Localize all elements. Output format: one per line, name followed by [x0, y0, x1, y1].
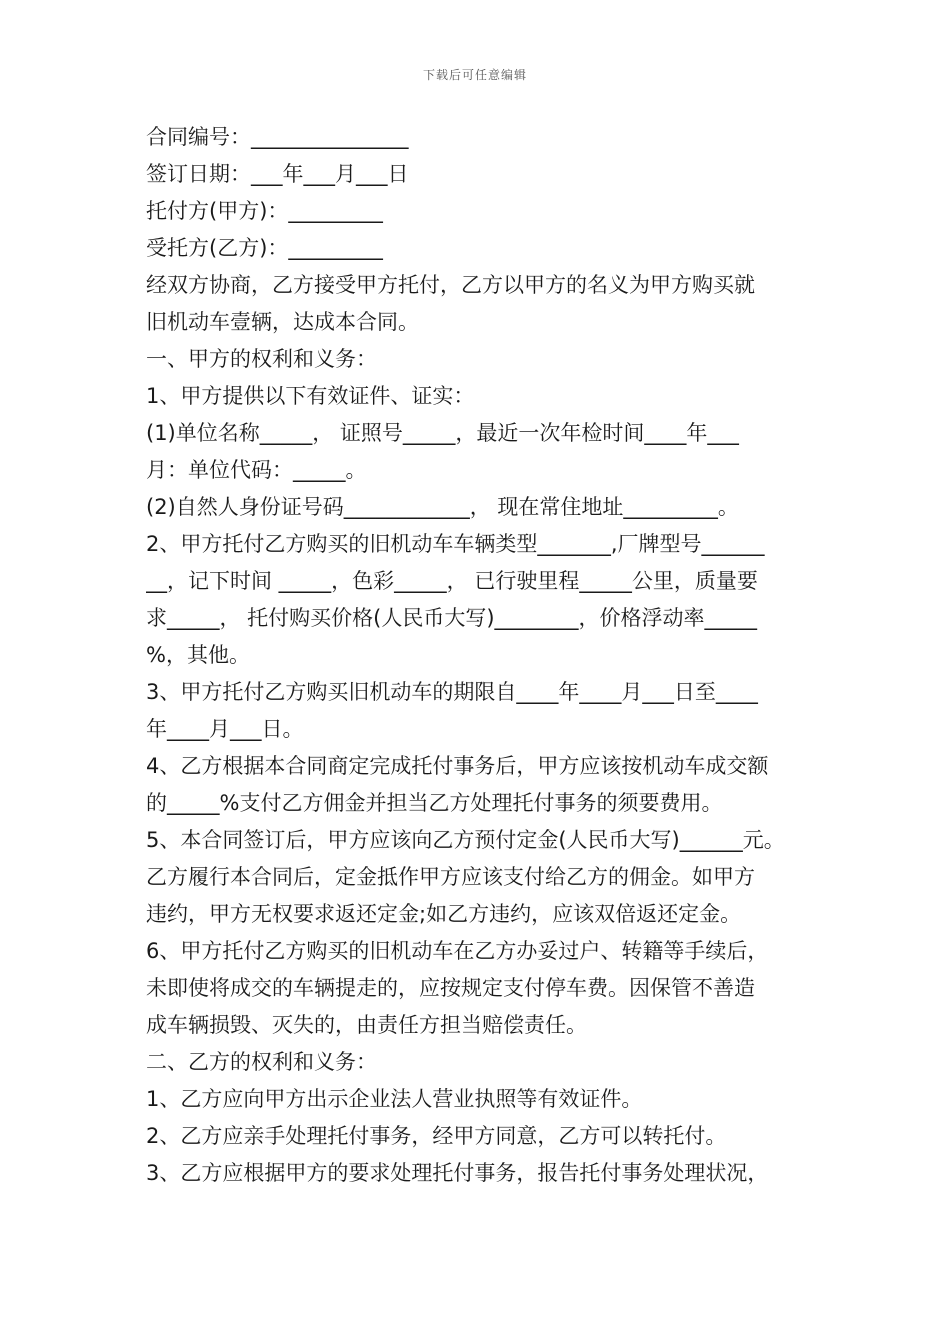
paragraph-line: 2、乙方应亲手处理托付事务，经甲方同意，乙方可以转托付。 — [146, 1124, 727, 1148]
contract-number-line: 合同编号：_______________ — [146, 125, 409, 149]
paragraph-line: (1)单位名称_____， 证照号_____，最近一次年检时间____年___ — [146, 421, 739, 445]
paragraph-line: __，记下时间 _____，色彩_____， 已行驶里程_____公里，质量要 — [146, 569, 758, 593]
paragraph-line: %，其他。 — [146, 643, 250, 667]
paragraph-line: 违约，甲方无权要求返还定金;如乙方违约，应该双倍返还定金。 — [146, 902, 742, 926]
header-note: 下载后可任意编辑 — [422, 68, 527, 82]
paragraph-line: 6、甲方托付乙方购买的旧机动车在乙方办妥过户、转籍等手续后， — [146, 939, 769, 963]
paragraph-line: 1、甲方提供以下有效证件、证实： — [146, 384, 475, 408]
paragraph-line: 月：单位代码：_____。 — [146, 458, 367, 482]
paragraph-line: 3、乙方应根据甲方的要求处理托付事务，报告托付事务处理状况， — [146, 1161, 769, 1185]
principal-party-line: 托付方(甲方)：_________ — [146, 199, 383, 223]
paragraph-line: 的_____%支付乙方佣金并担当乙方处理托付事务的须要费用。 — [146, 791, 723, 815]
paragraph-line: 年____月___日。 — [146, 717, 304, 741]
paragraph-line: 5、本合同签订后，甲方应该向乙方预付定金(人民币大写)______元。 — [146, 828, 785, 852]
agent-party-line: 受托方(乙方)：_________ — [146, 236, 383, 260]
paragraph-line: 旧机动车壹辆，达成本合同。 — [146, 310, 419, 334]
paragraph-line: 4、乙方根据本合同商定完成托付事务后，甲方应该按机动车成交额 — [146, 754, 769, 778]
paragraph-line: 2、甲方托付乙方购买的旧机动车车辆类型_______,厂牌型号______ — [146, 532, 765, 556]
paragraph-line: 求_____， 托付购买价格(人民币大写)________，价格浮动率_____ — [146, 606, 758, 630]
paragraph-line: 乙方履行本合同后，定金抵作甲方应该支付给乙方的佣金。如甲方 — [146, 865, 755, 889]
paragraph-line: 未即使将成交的车辆提走的，应按规定支付停车费。因保管不善造 — [146, 976, 755, 1000]
paragraph-line: 3、甲方托付乙方购买旧机动车的期限自____年____月___日至____ — [146, 680, 758, 704]
paragraph-line: 成车辆损毁、灭失的，由责任方担当赔偿责任。 — [146, 1013, 587, 1037]
contract-body — [146, 119, 826, 1192]
paragraph-line: 1、乙方应向甲方出示企业法人营业执照等有效证件。 — [146, 1087, 643, 1111]
paragraph-line: (2)自然人身份证号码____________， 现在常住地址_________。 — [146, 495, 739, 519]
paragraph-line: 经双方协商，乙方接受甲方托付，乙方以甲方的名义为甲方购买就 — [146, 273, 755, 297]
signing-date-line: 签订日期：___年___月___日 — [146, 162, 409, 186]
section-heading: 二、乙方的权利和义务： — [146, 1050, 377, 1074]
section-heading: 一、甲方的权利和义务： — [146, 347, 377, 371]
